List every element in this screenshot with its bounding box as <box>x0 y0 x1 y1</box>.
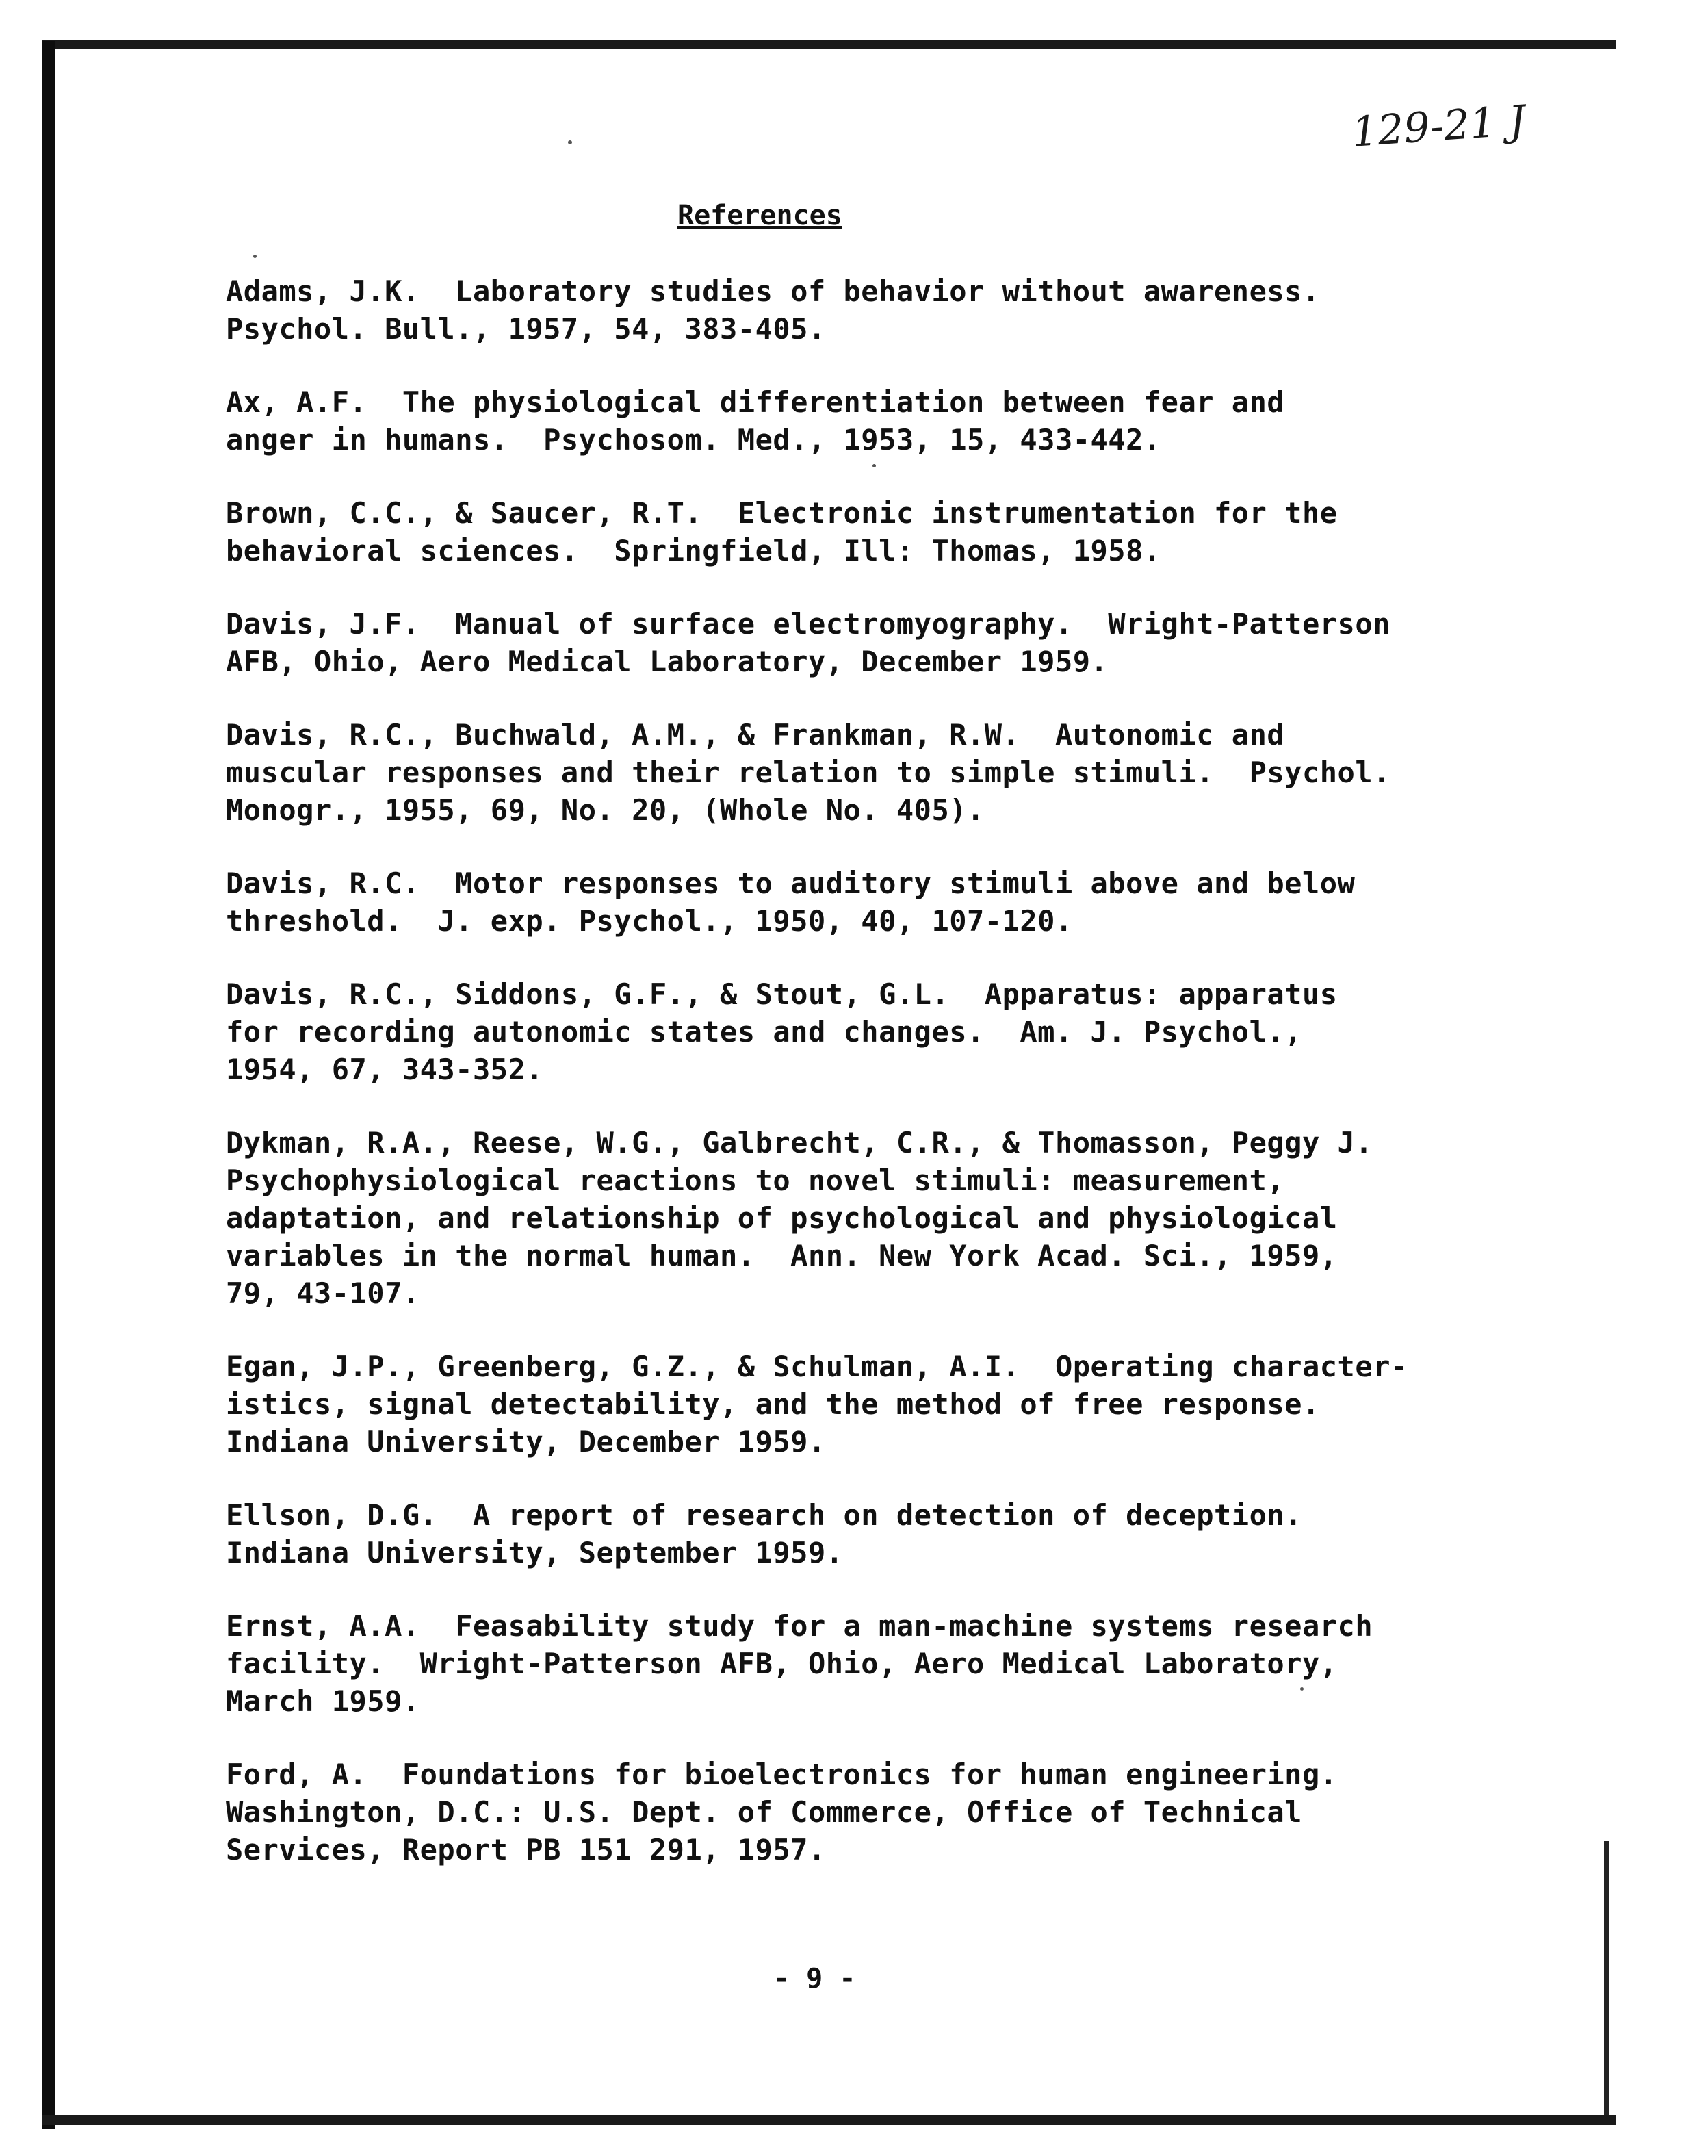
handwritten-note: 129-21 J <box>1349 97 1527 157</box>
reference-line: Services, Report PB 151 291, 1957. <box>226 1833 826 1866</box>
reference-list <box>226 272 1567 1869</box>
reference-line: Dykman, R.A., Reese, W.G., Galbrecht, C.R., & Thomasson, Peggy J. <box>226 1126 1373 1159</box>
reference-line: muscular responses and their relation to simple stimuli. Psychol. <box>226 756 1390 789</box>
reference-line: Ellson, D.G. A report of research on detection of deception. <box>226 1498 1302 1532</box>
reference-entry <box>226 1607 1567 1720</box>
reference-line: threshold. J. exp. Psychol., 1950, 40, 107-120. <box>226 904 1073 938</box>
reference-line: Psychol. Bull., 1957, 54, 383-405. <box>226 312 826 346</box>
reference-line: Indiana University, December 1959. <box>226 1425 826 1459</box>
reference-entry <box>226 1124 1567 1312</box>
reference-line: Indiana University, September 1959. <box>226 1536 844 1569</box>
reference-line: Ford, A. Foundations for bioelectronics for human engineering. <box>226 1758 1338 1791</box>
reference-entry <box>226 1348 1567 1461</box>
reference-line: Psychophysiological reactions to novel stimuli: measurement, <box>226 1164 1285 1197</box>
reference-line: Washington, D.C.: U.S. Dept. of Commerce, Office of Technical <box>226 1795 1302 1829</box>
reference-line: Adams, J.K. Laboratory studies of behavior without awareness. <box>226 274 1320 308</box>
reference-entry <box>226 494 1567 569</box>
reference-line: March 1959. <box>226 1684 420 1718</box>
reference-entry <box>226 272 1567 348</box>
reference-line: facility. Wright-Patterson AFB, Ohio, Aero Medical Laboratory, <box>226 1647 1338 1680</box>
reference-line: Davis, R.C., Siddons, G.F., & Stout, G.L. Apparatus: apparatus <box>226 977 1338 1011</box>
reference-line: Davis, J.F. Manual of surface electromyography. Wright-Patterson <box>226 607 1390 641</box>
reference-line: Ax, A.F. The physiological differentiation between fear and <box>226 385 1285 419</box>
reference-line: Brown, C.C., & Saucer, R.T. Electronic instrumentation for the <box>226 496 1338 530</box>
reference-line: variables in the normal human. Ann. New York Acad. Sci., 1959, <box>226 1239 1338 1272</box>
reference-line: Davis, R.C. Motor responses to auditory stimuli above and below <box>226 867 1356 900</box>
reference-line: AFB, Ohio, Aero Medical Laboratory, December 1959. <box>226 645 1109 678</box>
reference-line: 79, 43-107. <box>226 1276 420 1310</box>
page-title: References <box>677 200 842 231</box>
reference-entry <box>226 1756 1567 1869</box>
reference-line: Monogr., 1955, 69, No. 20, (Whole No. 405). <box>226 793 985 827</box>
scan-edge-top <box>42 40 1616 49</box>
reference-line: adaptation, and relationship of psychological and physiological <box>226 1201 1338 1235</box>
scan-speck <box>568 140 572 144</box>
reference-line: 1954, 67, 343-352. <box>226 1053 544 1086</box>
reference-entry <box>226 1496 1567 1571</box>
reference-line: Davis, R.C., Buchwald, A.M., & Frankman, R.W. Autonomic and <box>226 718 1285 752</box>
scan-edge-right <box>1604 1841 1609 2115</box>
scan-speck <box>253 255 257 258</box>
reference-entry <box>226 975 1567 1088</box>
reference-line: Egan, J.P., Greenberg, G.Z., & Schulman, A.I. Operating character- <box>226 1350 1408 1383</box>
reference-line: anger in humans. Psychosom. Med., 1953, 15, 433-442. <box>226 423 1161 457</box>
reference-line: for recording autonomic states and changes. Am. J. Psychol., <box>226 1015 1302 1049</box>
reference-line: istics, signal detectability, and the method of free response. <box>226 1387 1320 1421</box>
reference-line: behavioral sciences. Springfield, Ill: Thomas, 1958. <box>226 534 1161 567</box>
reference-line: Ernst, A.A. Feasability study for a man-machine systems research <box>226 1609 1373 1643</box>
reference-entry <box>226 716 1567 829</box>
page-number: - 9 - <box>773 1963 856 1994</box>
reference-entry <box>226 864 1567 940</box>
reference-entry <box>226 383 1567 459</box>
reference-entry <box>226 605 1567 680</box>
scan-edge-bottom <box>42 2115 1616 2125</box>
scan-edge-left <box>42 41 55 2129</box>
